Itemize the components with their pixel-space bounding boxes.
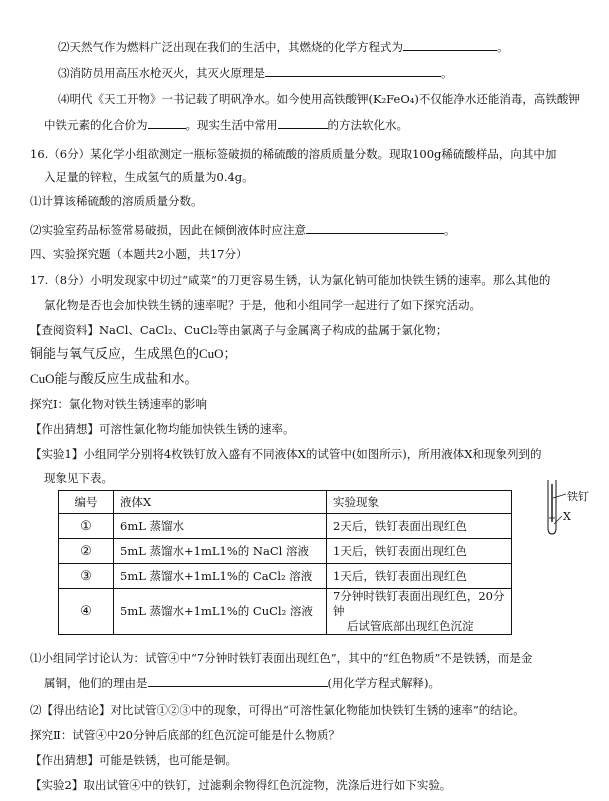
row-id: ④ [59, 589, 114, 635]
answer-blank[interactable] [265, 64, 441, 77]
header-liquid: 液体X [114, 491, 327, 514]
q15-part4-line1: ⑷明代《天工开物》一书记载了明矾净水。如今使用高铁酸钾(K₂FeO₄)不仅能净水还能消毒，高铁酸钾 [58, 92, 580, 106]
answer-blank[interactable] [148, 116, 186, 129]
experiment-1-line2: 现象见下表。 [44, 471, 113, 485]
answer-blank[interactable] [148, 674, 328, 687]
hypothesis-1: 【作出猜想】可溶性氯化物均能加快铁生锈的速率。 [30, 422, 295, 436]
answer-blank[interactable] [403, 38, 497, 51]
hypothesis-2: 【作出猜想】可能是铁锈，也可能是铜。 [30, 753, 237, 767]
q15-part3: ⑶消防员用高压水枪灭火，其灭火原理是 。 [58, 66, 453, 80]
experiment-1-line1: 【实验1】小组同学分别将4枚铁钉放入盛有不同液体X的试管中(如图所示)，所用液体X和现象列到的 [30, 447, 542, 461]
inquiry-2-title: 探究Ⅱ：试管④中20分钟后底部的红色沉淀可能是什么物质？ [30, 728, 340, 742]
row-result: 1天后，铁钉表面出现红色 [327, 564, 512, 589]
row-liquid: 5mL 蒸馏水+1mL1%的 CuCl₂ 溶液 [114, 589, 327, 635]
answer-blank[interactable] [306, 221, 444, 234]
q17-line2: 氯化物是否也会加快铁生锈的速率呢？于是，他和小组同学一起进行了如下探究活动。 [44, 298, 481, 312]
header-result: 实验现象 [327, 491, 512, 514]
q17-line1: 17.（8分）小明发现家中切过“咸菜”的刀更容易生锈，认为氯化钠可能加快铁生锈的速率。那么其他的 [30, 273, 551, 287]
reference-copper: 铜能与氧气反应，生成黑色的CuO； [30, 346, 237, 361]
q17-part1-line1: ⑴小组同学讨论认为：试管④中“7分钟时铁钉表面出现红色”，其中的“红色物质”不是铁锈，而是金 [30, 651, 533, 665]
inquiry-1-title: 探究Ⅰ：氯化物对铁生锈速率的影响 [30, 397, 208, 411]
q15-part3-text: ⑶消防员用高压水枪灭火，其灭火原理是 [58, 66, 265, 80]
table-header-row [59, 491, 512, 514]
row-result: 2天后，铁钉表面出现红色 [327, 514, 512, 539]
table-row [59, 514, 512, 539]
reference-cuo: CuO能与酸反应生成盐和水。 [30, 371, 198, 386]
row-liquid: 5mL 蒸馏水+1mL1%的 CaCl₂ 溶液 [114, 564, 327, 589]
experiment-table [58, 490, 512, 635]
liquid-x-label: X [563, 510, 571, 523]
experiment-2: 【实验2】取出试管④中的铁钉，过滤剩余物得红色沉淀物，洗涤后进行如下实验。 [30, 778, 452, 792]
row-id: ① [59, 514, 114, 539]
row-result: 1天后，铁钉表面出现红色 [327, 539, 512, 564]
section-heading: 四、实验探究题（本题共2小题，共17分） [30, 247, 248, 261]
q15-part4-line2: 中铁元素的化合价为 。现实生活中常用 的方法软化水。 [44, 118, 408, 132]
table-row [59, 564, 512, 589]
q16-line1: 16.（6分）某化学小组欲测定一瓶标签破损的稀硫酸的溶质质量分数。现取100g稀硫酸样品，向其中加 [30, 147, 557, 161]
table-row [59, 589, 512, 635]
q17-part1-line2: 属铜，他们的理由是 (用化学方程式解释)。 [44, 676, 440, 690]
row-liquid: 5mL 蒸馏水+1mL1%的 NaCl 溶液 [114, 539, 327, 564]
q16-part1: ⑴计算该稀硫酸的溶质质量分数。 [30, 194, 203, 208]
answer-blank[interactable] [278, 116, 328, 129]
q15-part2: ⑵天然气作为燃料广泛出现在我们的生活中，其燃烧的化学方程式为 。 [58, 40, 509, 54]
q17-part2: ⑵【得出结论】对比试管①②③中的现象，可得出“可溶性氯化物能加快铁钉生锈的速率”的结论。 [30, 703, 525, 717]
row-result-line1: 7分钟时铁钉表面出现红色，20分钟 [333, 589, 505, 618]
row-id: ② [59, 539, 114, 564]
reference-info: 【查阅资料】NaCl、CaCl₂、CuCl₂等由氯离子与金属离子构成的盐属于氯化物； [30, 323, 448, 337]
row-result [327, 589, 512, 635]
q16-line2: 入足量的锌粒，生成氢气的质量为0.4g。 [44, 170, 254, 184]
nail-label: 铁钉 [567, 490, 589, 503]
q15-part2-text: ⑵天然气作为燃料广泛出现在我们的生活中，其燃烧的化学方程式为 [58, 40, 403, 54]
row-result-line2: 后试管底部出现红色沉淀 [347, 619, 474, 633]
row-id: ③ [59, 564, 114, 589]
header-id: 编号 [59, 491, 114, 514]
table-row [59, 539, 512, 564]
q16-part2: ⑵实验室药品标签常易破损，因此在倾倒液体时应注意 。 [30, 223, 456, 237]
test-tube-figure [540, 478, 588, 538]
row-liquid: 6mL 蒸馏水 [114, 514, 327, 539]
